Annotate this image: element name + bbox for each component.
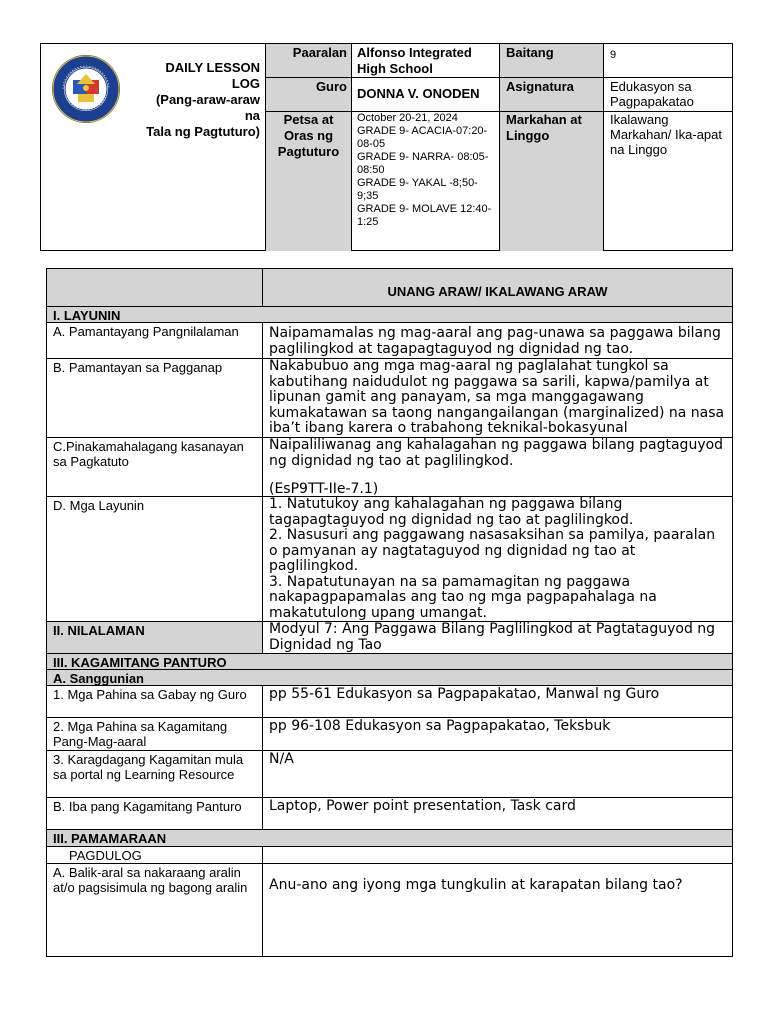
row-value: Modyul 7: Ang Paggawa Bilang Paglilingkod at Pagtataguyod ng Dignidad ng Tao (269, 621, 716, 653)
document-title: DAILY LESSON LOG (Pang-araw-araw na Tala ng Pagtuturo) (146, 60, 260, 139)
table-row (47, 686, 732, 718)
row-label: 2. Mga Pahina sa Kagamitang Pang-Mag-aaral (47, 718, 263, 750)
row-label: 3. Karagdagang Kagamitan mula sa portal ng Learning Resource (47, 751, 263, 797)
row-value: Nakabubuo ang mga mag-aaral ng paglalahat tungkol sa kabutihang naidudulot ng paggawa sa sarili, kapwa/pamilya at lipunan gamit ang panayam, sa mga manggagawang kumakatawan sa taong nangangailangan (marginalized) na nasa iba’t ibang karera o trabahong teknikal-bokasyunal (269, 358, 725, 436)
row-value: Laptop, Power point presentation, Task card (269, 798, 576, 814)
section-kagamitang-panturo: III. KAGAMITANG PANTURO (47, 654, 732, 670)
teacher-label: Guro (266, 78, 352, 112)
pagdulog-label: PAGDULOG (47, 847, 263, 863)
date-label: Petsa at Oras ng Pagtuturo (266, 112, 352, 251)
grade-value: 9 (604, 44, 733, 78)
list-item: 1. Natutukoy ang kahalagahan ng paggawa bilang tagapagtaguyod ng dignidad ng tao at paglilingkod. (269, 496, 634, 528)
row-label: D. Mga Layunin (47, 497, 263, 621)
table-row (47, 718, 732, 751)
school-label: Paaralan (266, 44, 352, 78)
list-item: 2. Nasusuri ang paggawang nasasaksihan sa pamilya, paaralan o pamyanan ay nagtataguyod ng dignidad ng tao at paglilingkod. (269, 527, 716, 574)
table-row (47, 497, 732, 622)
table-row (47, 847, 732, 864)
schedule-item: GRADE 9- NARRA- 08:05-08:50 (357, 151, 489, 176)
subject-label: Asignatura (500, 78, 604, 112)
row-label: 1. Mga Pahina sa Gabay ng Guro (47, 686, 263, 717)
school-value: Alfonso Integrated High School (352, 44, 500, 78)
row-value-empty (263, 847, 732, 863)
section-sanggunian: A. Sanggunian (47, 670, 732, 686)
schedule-date: October 20-21, 2024 (357, 112, 458, 124)
table-header-row (47, 269, 732, 307)
row-label: A. Balik-aral sa nakaraang aralin at/o pagsisimula ng bagong aralin (47, 864, 263, 956)
table-row (47, 751, 732, 798)
competency-code: (EsP9TT-IIe-7.1) (269, 481, 379, 497)
logo-title-cell (41, 44, 266, 251)
row-value: N/A (269, 751, 294, 767)
section-pamamaraan: III. PAMAMARAAN (47, 830, 732, 847)
subject-value: Edukasyon sa Pagpapakatao (604, 78, 733, 112)
row-label: A. Pamantayang Pangnilalaman (47, 323, 263, 358)
section-nilalaman: II. NILALAMAN (47, 622, 263, 653)
grade-label: Baitang (500, 44, 604, 78)
table-row (47, 359, 732, 438)
row-value: pp 55-61 Edukasyon sa Pagpapakatao, Manwal ng Guro (269, 686, 660, 702)
quarter-value: Ikalawang Markahan/ Ika-apat na Linggo (610, 112, 723, 157)
header-blank-cell (47, 269, 263, 306)
lesson-plan-table (46, 268, 733, 957)
row-label: B. Pamantayan sa Pagganap (47, 359, 263, 437)
schedule-item: GRADE 9- MOLAVE 12:40-1:25 (357, 203, 492, 228)
row-value: Anu-ano ang iyong mga tungkulin at karapatan bilang tao? (269, 877, 683, 893)
row-label: C.Pinakamahalagang kasanayan sa Pagkatuto (47, 438, 263, 496)
table-row (47, 864, 732, 956)
deped-seal-icon (51, 54, 121, 124)
lesson-log-header (40, 43, 733, 251)
quarter-label: Markahan at Linggo (500, 112, 604, 251)
column-header: UNANG ARAW/ IKALAWANG ARAW (263, 269, 732, 306)
table-row (47, 438, 732, 497)
list-item: 3. Napatutunayan na sa pamamagitan ng paggawa nakapagpapamalas ang tao ng mga pagpapahalaga na makatutulong upang umangat. (269, 573, 657, 621)
row-label: B. Iba pang Kagamitang Panturo (47, 798, 263, 829)
section-layunin: I. LAYUNIN (47, 307, 732, 323)
table-row (47, 323, 732, 359)
row-value: Naipamamalas ng mag-aaral ang pag-unawa sa paggawa bilang paglilingkod at tagapagtaguyod ng dignidad ng tao. (269, 325, 721, 357)
schedule-list (352, 112, 500, 251)
schedule-item: GRADE 9- YAKAL -8;50-9;35 (357, 177, 478, 202)
table-row (47, 798, 732, 830)
schedule-item: GRADE 9- ACACIA-07:20-08-05 (357, 125, 488, 150)
table-row (47, 622, 732, 654)
row-value: Naipaliliwanag ang kahalagahan ng paggawa bilang pagtaguyod ng dignidad ng tao at paglilingkod. (EsP9TT-IIe-7.1) (263, 438, 732, 496)
teacher-value: DONNA V. ONODEN (352, 78, 500, 112)
objectives-list (263, 497, 732, 621)
row-value: pp 96-108 Edukasyon sa Pagpapakatao, Teksbuk (269, 718, 611, 734)
